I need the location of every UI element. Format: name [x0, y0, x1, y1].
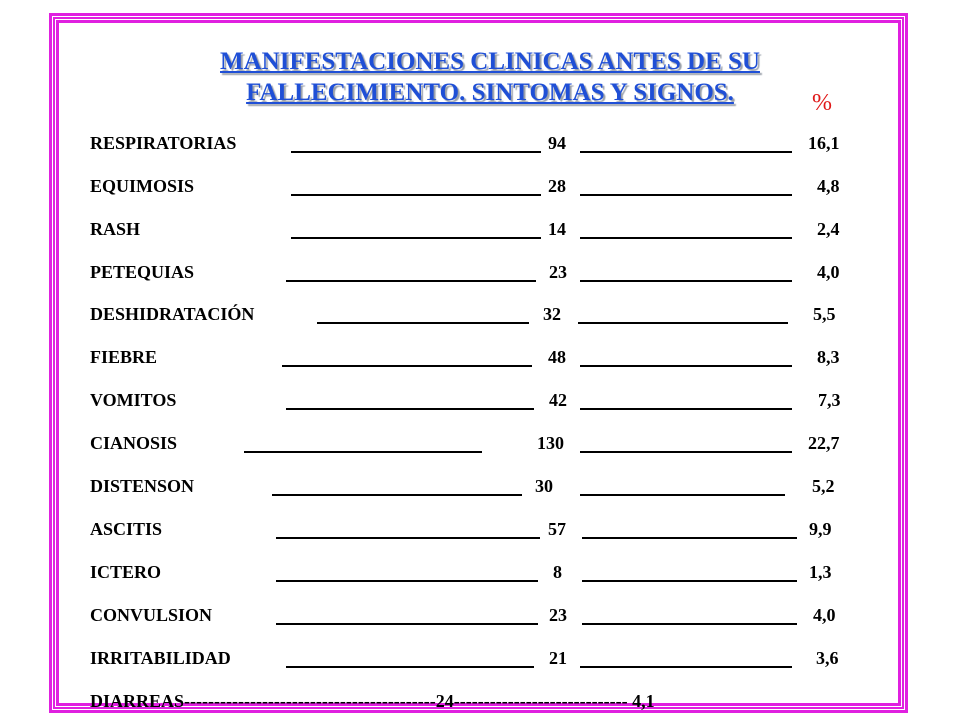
leader-line: [276, 603, 538, 625]
leader-line: [580, 431, 792, 453]
list-item: [0, 646, 960, 676]
count-value: 28: [548, 176, 566, 196]
leader-line: [291, 217, 541, 239]
count-value: 130: [537, 433, 564, 453]
percent-value: 3,6: [816, 648, 839, 668]
leader-line: [291, 131, 541, 153]
count-value: 23: [549, 262, 567, 282]
list-item: [0, 517, 960, 547]
list-item: [0, 302, 960, 332]
page-title: [150, 46, 830, 108]
symptom-label: DESHIDRATACIÓN: [90, 304, 255, 324]
leader-line: [578, 302, 788, 324]
list-item: [0, 560, 960, 590]
percent-value: 16,1: [808, 133, 840, 153]
count-value: 48: [548, 347, 566, 367]
symptom-label: RASH: [90, 219, 141, 239]
leader-line: [286, 260, 536, 282]
symptom-label: CIANOSIS: [90, 433, 178, 453]
list-item: [0, 345, 960, 375]
percent-value: 7,3: [818, 390, 841, 410]
percent-value: 2,4: [817, 219, 840, 239]
leader-line: [582, 517, 797, 539]
percent-value: 8,3: [817, 347, 840, 367]
leader-line: [282, 345, 532, 367]
leader-line: [317, 302, 529, 324]
count-value: 21: [549, 648, 567, 668]
percent-value: 5,2: [812, 476, 835, 496]
count-value: 23: [549, 605, 567, 625]
percent-value: 1,3: [809, 562, 832, 582]
leader-line: [286, 388, 534, 410]
leader-line: [272, 474, 522, 496]
symptom-label: FIEBRE: [90, 347, 158, 367]
percent-header: %: [812, 90, 832, 116]
list-item: [0, 131, 960, 161]
title-line-1: MANIFESTACIONES CLINICAS ANTES DE SU: [220, 48, 760, 75]
symptom-label: EQUIMOSIS: [90, 176, 195, 196]
leader-line: [582, 603, 797, 625]
count-value: 57: [548, 519, 566, 539]
percent-value: 4,0: [817, 262, 840, 282]
count-value: 42: [549, 390, 567, 410]
leader-line: [582, 560, 797, 582]
list-item: [0, 388, 960, 418]
symptom-label: RESPIRATORIAS: [90, 133, 237, 153]
symptom-label: ASCITIS: [90, 519, 163, 539]
leader-line: [291, 174, 541, 196]
leader-line: [580, 345, 792, 367]
leader-line: [580, 131, 792, 153]
leader-line: [286, 646, 534, 668]
leader-line: [580, 217, 792, 239]
symptom-label: CONVULSION: [90, 605, 213, 625]
percent-value: 5,5: [813, 304, 836, 324]
list-item-last: [0, 689, 960, 719]
list-item: [0, 603, 960, 633]
count-value: 8: [553, 562, 562, 582]
symptom-label: VOMITOS: [90, 390, 177, 410]
leader-line: [276, 560, 538, 582]
leader-line: [276, 517, 540, 539]
symptom-label: DISTENSON: [90, 476, 195, 496]
leader-line: [580, 388, 792, 410]
symptom-label: ICTERO: [90, 562, 162, 582]
percent-value: 4,8: [817, 176, 840, 196]
list-item: [0, 431, 960, 461]
dashed-row-text: DIARREAS------------------------------------------24----------------------------- 4,1: [90, 691, 655, 711]
list-item: [0, 174, 960, 204]
count-value: 30: [535, 476, 553, 496]
count-value: 32: [543, 304, 561, 324]
percent-value: 22,7: [808, 433, 840, 453]
leader-line: [580, 260, 792, 282]
count-value: 14: [548, 219, 566, 239]
leader-line: [580, 646, 792, 668]
leader-line: [244, 431, 482, 453]
title-line-2: FALLECIMIENTO. SINTOMAS Y SIGNOS.: [246, 79, 734, 106]
percent-value: 4,0: [813, 605, 836, 625]
symptom-label: IRRITABILIDAD: [90, 648, 231, 668]
symptom-label: PETEQUIAS: [90, 262, 195, 282]
list-item: [0, 260, 960, 290]
count-value: 94: [548, 133, 566, 153]
leader-line: [580, 174, 792, 196]
percent-value: 9,9: [809, 519, 832, 539]
list-item: [0, 217, 960, 247]
list-item: [0, 474, 960, 504]
leader-line: [580, 474, 785, 496]
